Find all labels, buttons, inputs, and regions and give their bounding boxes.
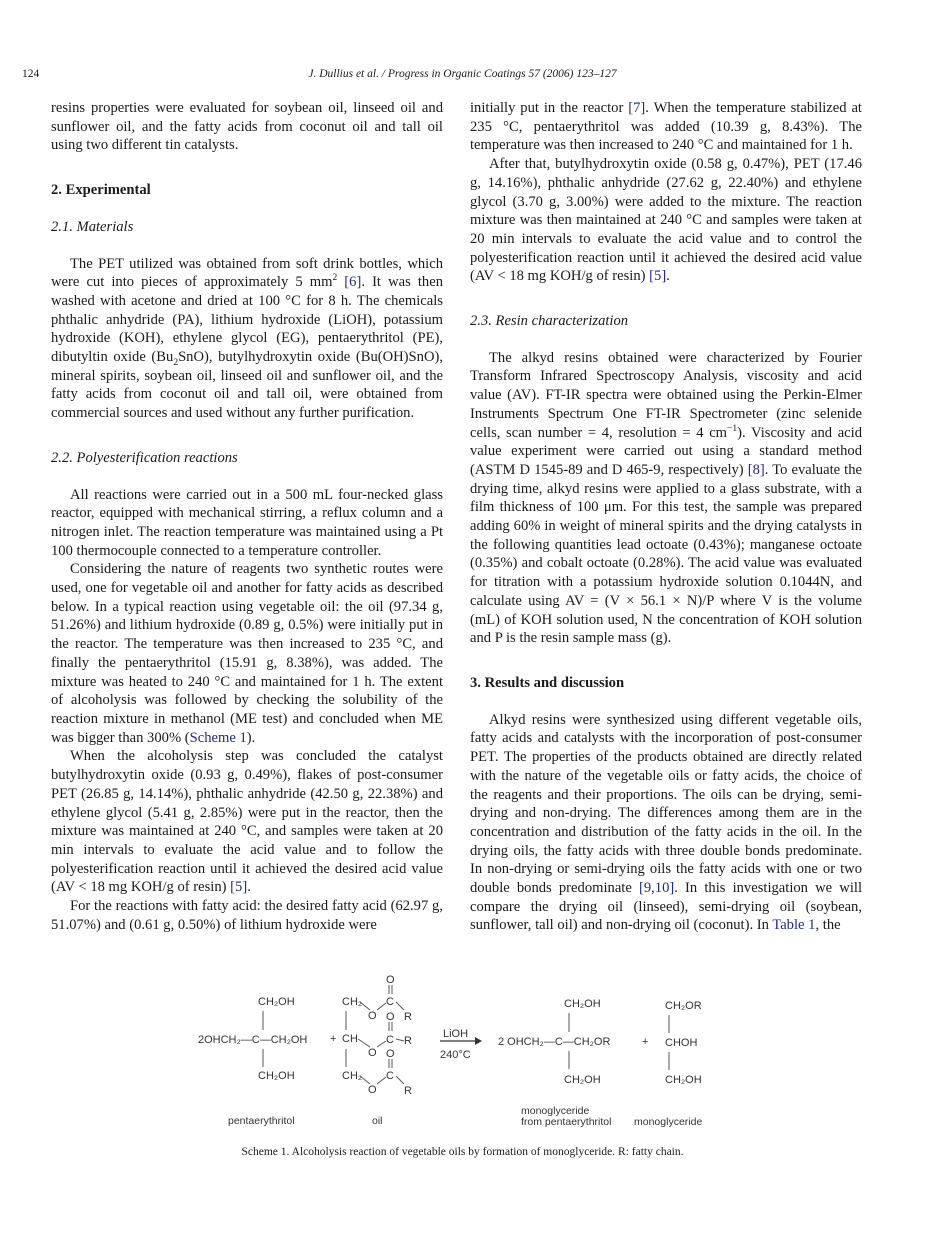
text: The PET utilized was obtained from soft drink bottles, which were cut into pieces of approximately 5 mm (51, 255, 443, 291)
monoglyceride-structure (665, 1000, 702, 1086)
text: After that, butylhydroxytin oxide (0.58 g, 0.47%), PET (17.46 g, 14.16%), phthalic anhydride (27.62 g, 22.40%) and ethylene glycol (3.70 g, 3.00%) were added to the mixture. The reaction mixture was then maintained at 240 °C and samples were taken at 20 min intervals to evaluate the acid value and to control the polyesterification reaction until it achieved the desired acid value (AV < 18 mg KOH/g of resin) (470, 156, 862, 285)
prod1-mid: 2 OHCH₂—C—CH₂OR (498, 1036, 611, 1048)
text: . When the temperature stabilized at 235 °C, pentaerythritol was added (10.39 g, 8.43%). The temperature was then increased to 240 °C and maintained for 1 h. (470, 100, 862, 154)
section-heading-results: 3. Results and discussion (470, 674, 625, 691)
right-column (470, 99, 862, 935)
continued-paragraph (470, 99, 862, 155)
text: . To evaluate the drying time, alkyd resins were applied to a glass substrate, with a film thickness of 100 μm. For this test, the sample was prepared adding 60% in weight of mineral spirits and the drying catalysts in the following quantities lead octoate (0.43%); manganese octoate (0.35%) and cobalt octoate (0.28%). The acid value was evaluated for titration with a potassium hydroxide solution 0.1044N, and calculate using AV = (V × 56.1 × N)/P where V is the volume (mL) of KOH solution used, N the concentration of KOH solution and P is the resin sample mass (g). (470, 461, 863, 647)
after-that-paragraph (470, 155, 862, 286)
prod2-bot: CH₂OH (665, 1074, 702, 1086)
left-column (51, 99, 443, 934)
label-from-pentaerythritol: from pentaerythritol (521, 1116, 612, 1128)
reference-link-9-10[interactable]: [9,10] (638, 880, 675, 897)
oil-o3-carbonyl: O (386, 1048, 395, 1060)
label-monoglyceride: monoglyceride (634, 1116, 703, 1128)
text: ). Viscosity and acid value experiment were carried out using a standard method (ASTM D 1545-89 and D 465-9, respectively) (470, 424, 862, 478)
reaction-arrow (440, 1028, 482, 1061)
oil-structure (342, 975, 412, 1097)
reference-link-5[interactable]: [5] (230, 879, 248, 896)
reference-link-8[interactable]: [8] (747, 461, 765, 478)
running-head (0, 68, 925, 88)
oil-ch2-bot: CH₂ (342, 1070, 363, 1082)
pentaerythritol-structure (198, 996, 336, 1082)
plus-sign-2: + (642, 1036, 649, 1048)
reagent-lioh: LiOH (443, 1028, 469, 1040)
text: . It was then washed with acetone and dried at 100 °C for 8 h. The chemicals phthalic anhydride (PA), lithium hydroxide (LiOH), potassium hydroxide (KOH), ethylene glycol (EG), pentaerythritol (PE), dibutyltin oxide (Bu (51, 274, 443, 366)
oil-ch2-top: CH₂ (342, 996, 363, 1008)
text: The alkyd resins obtained were characterized by Fourier Transform Infrared Spectroscopy Analysis, viscosity and acid value (AV). FT-IR spectra were obtained using the Perkin-Elmer Instruments Spectrum One FT-IR Spectrometer (zinc selenide cells, scan number = 4, resolution = 4 cm (470, 349, 862, 441)
oil-c2: C (386, 1034, 394, 1046)
prod1-bot: CH₂OH (564, 1074, 601, 1086)
text: SnO), butylhydroxytin oxide (Bu(OH)SnO), mineral spirits, soybean oil, linseed oil and sunflower oil, and the fatty acids from coconut oil and tall oil, were obtained from commercial sources and used without any further purification. (51, 349, 443, 422)
pe-bot: CH₂OH (258, 1070, 295, 1082)
resin-characterization-paragraph (470, 349, 862, 648)
scheme-1-diagram (190, 975, 730, 1135)
results-paragraph (470, 711, 862, 935)
reference-link-7[interactable]: [7] (628, 100, 646, 116)
plus-sign: + (330, 1033, 337, 1045)
text: initially put in the reactor (470, 100, 629, 116)
label-pentaerythritol: pentaerythritol (228, 1115, 295, 1127)
text: . (247, 879, 251, 896)
text: ). (246, 729, 256, 746)
table-1-link[interactable]: Table 1 (772, 917, 816, 934)
label-oil: oil (372, 1115, 383, 1127)
text: . (666, 268, 670, 285)
pe-top: CH₂OH (258, 996, 295, 1008)
scheme-1-link[interactable]: Scheme 1 (189, 729, 247, 746)
polyesterification-paragraph-3 (51, 747, 443, 897)
text: Considering the nature of reagents two synthetic routes were used, one for vegetable oil and another for fatty acids as described below. In a typical reaction using vegetable oil: the oil (97.34 g, 51.26%) and lithium hydroxide (0.89 g, 0.5%) were initially put in the reactor. The temperature was then increased to 235 °C, and finally the pentaerythritol (15.91 g, 8.38%), was added. The mixture was heated to 240 °C and maintained for 1 h. The extent of alcoholysis was followed by checking the solubility of the reaction mixture in methanol (ME test) and concluded when ME was bigger than 300% ( (51, 561, 443, 746)
prod1-top: CH₂OH (564, 998, 601, 1010)
section-heading-experimental: 2. Experimental (51, 182, 151, 199)
prod2-mid: CHOH (665, 1037, 698, 1049)
intro-tail-paragraph: resins properties were evaluated for soybean oil, linseed oil and sunflower oil, and the fatty acids from coconut oil and tall oil using two different tin catalysts. (51, 100, 443, 154)
oil-o1: O (368, 1010, 377, 1022)
oil-r1: R (404, 1011, 412, 1023)
superscript: 2 (332, 273, 338, 284)
journal-citation: J. Dullius et al. / Progress in Organic Coatings 57 (2006) 123–127 (308, 68, 617, 80)
polyesterification-paragraph-4: For the reactions with fatty acid: the desired fatty acid (62.97 g, 51.07%) and (0.61 g, 0.50%) of lithium hydroxide were (51, 898, 443, 933)
subsection-heading-polyesterification: 2.2. Polyesterification reactions (51, 449, 238, 466)
text: , the (815, 917, 841, 934)
text: When the alcoholysis step was concluded the catalyst butylhydroxytin oxide (0.93 g, 0.49%), flakes of post-consumer PET (26.85 g, 14.14%), phthalic anhydride (42.50 g, 22.38%) and ethylene glycol (5.41 g, 2.85%) were put in the reactor, then the mixture was maintained at 240 °C, and samples were taken at 20 min intervals to evaluate the acid value and to follow the polyesterification reaction until it achieved the desired acid value (AV < 18 mg KOH/g of resin) (51, 748, 443, 896)
reagent-temperature: 240°C (440, 1049, 471, 1061)
oil-o2-carbonyl: O (386, 1011, 395, 1023)
label-monoglyceride-line1: monoglyceride (521, 1105, 590, 1117)
reference-link-5b[interactable]: [5] (649, 268, 667, 285)
monoglyceride-from-pe-structure (498, 998, 648, 1086)
polyesterification-paragraph-1: All reactions were carried out in a 500 mL four-necked glass reactor, equipped with mechanical stirring, a reflux column and a nitrogen inlet. The reaction temperature was maintained using a Pt 100 thermocouple connected to a temperature controller. (51, 486, 443, 559)
oil-c1: C (386, 996, 394, 1008)
subsection-heading-resin-characterization: 2.3. Resin characterization (470, 313, 629, 330)
oil-o1-carbonyl: O (386, 975, 395, 986)
materials-paragraph (51, 255, 443, 423)
prod2-top: CH₂OR (665, 1000, 702, 1012)
text: . In this investigation we will compare the drying oil (linseed), semi-drying oil (soybean, sunflower, tall oil) and non-drying oil (coconut). In (470, 880, 862, 934)
oil-o2: O (368, 1047, 377, 1059)
text: Alkyd resins were synthesized using different vegetable oils, fatty acids and catalysts with the incorporation of post-consumer PET. The properties of the products obtained are directly related with the nature of the vegetable oils or fatty acids, the choice of the reagents and their proportions. The oils can be drying, semi-drying and non-drying. The differences among them are in the concentration and distribution of the fatty acids in the oil. In the drying oils, the fatty acids with three double bonds predominate. In non-drying or semi-drying oils the fatty acids with one or two double bonds predominate (470, 711, 862, 897)
oil-ch: CH (342, 1033, 358, 1045)
superscript: −1 (727, 423, 738, 434)
subscript: 2 (173, 357, 179, 368)
subsection-heading-materials: 2.1. Materials (51, 218, 134, 235)
oil-o3: O (368, 1084, 377, 1096)
oil-r3: R (404, 1085, 412, 1097)
oil-c3: C (386, 1070, 394, 1082)
polyesterification-paragraph-2 (51, 560, 443, 747)
reference-link-6[interactable]: [6] (344, 274, 362, 291)
page-number: 124 (22, 68, 40, 80)
scheme-caption: Scheme 1. Alcoholysis reaction of vegetable oils by formation of monoglyceride. R: fatty chain. (241, 1146, 684, 1158)
oil-r2: R (404, 1035, 412, 1047)
pe-mid: 2OHCH₂—C—CH₂OH (198, 1034, 308, 1046)
